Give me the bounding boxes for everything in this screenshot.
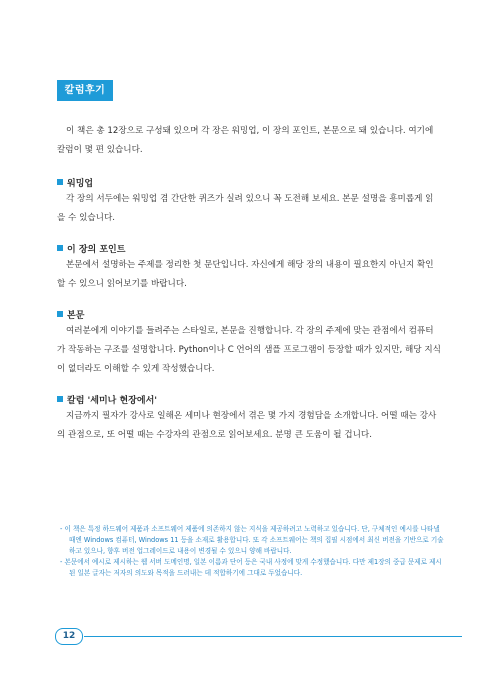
section-heading	[57, 391, 441, 407]
intro-paragraph: 이 책은 총 12장으로 구성돼 있으며 각 장은 워밍업, 이 장의 포인트, 본문으로 돼 있습니다. 여기에 칼럼이 몇 편 있습니다.	[57, 126, 434, 155]
section-body: 각 장의 서두에는 워밍업 겸 간단한 퀴즈가 실려 있으니 꼭 도전해 보세요. 본문 설명을 흥미롭게 읽을 수 있습니다.	[57, 194, 434, 223]
section-title: 워밍업	[67, 178, 94, 189]
section-warmup	[57, 174, 441, 228]
footnotes	[60, 524, 446, 579]
section-chapter-point	[57, 240, 441, 294]
section-main-text	[57, 306, 441, 379]
section-heading	[57, 174, 441, 190]
page-number: 12	[55, 628, 83, 645]
bullet-square-icon	[57, 396, 63, 402]
footnote-item: - 본문에서 예시로 제시하는 웹 서버 도메인명, 일본 이름과 단어 등은 국내 사정에 맞게 수정했습니다. 다만 제1장의 중급 문제로 제시된 일본 글자는 저자의 의도와 목적을 드러내는 데 적합하기에 그대로 두었습니다.	[60, 558, 442, 577]
section-title: 이 장의 포인트	[67, 244, 126, 255]
section-body: 본문에서 설명하는 주제를 정리한 첫 문단입니다. 자신에게 해당 장의 내용이 필요한지 아닌지 확인할 수 있으니 읽어보기를 바랍니다.	[57, 260, 434, 289]
footer-divider	[84, 636, 462, 637]
section-title: 칼럼 '세미나 현장에서'	[67, 395, 158, 406]
section-heading	[57, 240, 441, 256]
footnote-item: - 이 책은 특정 하드웨어 제품과 소프트웨어 제품에 의존하지 않는 지식을 제공하려고 노력하고 있습니다. 단, 구체적인 예시를 나타낼 때엔 Windows 컴퓨터, Windows 11 등을 소재로 활용합니다. 또 각 소프트웨어는 책의 집필 시점에서 최신 버전을 기반으로 기술하고 있으나, 향후 버전 업그레이드로 내용이 변경될 수 있으니 양해 바랍니다.	[60, 525, 444, 555]
bullet-square-icon	[57, 311, 63, 317]
column-tag: 칼럼후기	[57, 80, 113, 101]
section-body: 지금까지 필자가 강사로 일해온 세미나 현장에서 겪은 몇 가지 경험담을 소개합니다. 어떨 때는 강사의 관점으로, 또 어떨 때는 수강자의 관점으로 읽어보세요. 분명 큰 도움이 될 겁니다.	[57, 411, 437, 440]
bullet-square-icon	[57, 179, 63, 185]
bullet-square-icon	[57, 245, 63, 251]
section-title: 본문	[67, 310, 85, 321]
section-heading	[57, 306, 441, 322]
section-body: 여러분에게 이야기를 들려주는 스타일로, 본문을 진행합니다. 각 장의 주제에 맞는 관점에서 컴퓨터가 작동하는 구조를 설명합니다. Python이나 C 언어의 샘플 프로그램이 등장할 때가 있지만, 해당 지식이 없더라도 이해할 수 있게 작성했습니다.	[57, 326, 441, 374]
section-seminar-column	[57, 391, 441, 445]
